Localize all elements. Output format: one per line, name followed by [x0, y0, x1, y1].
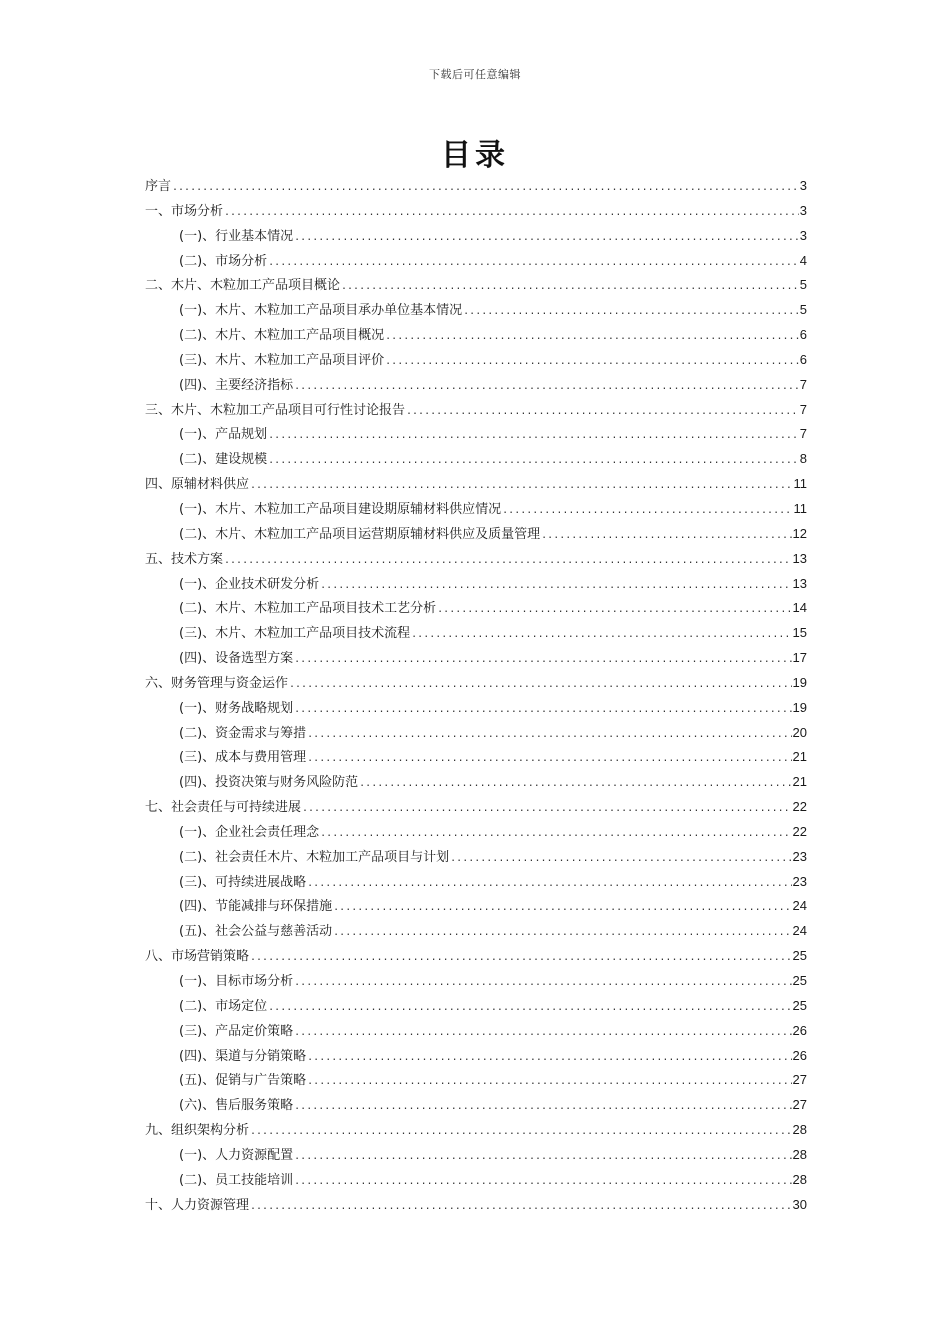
toc-entry-label: (二)、木片、木粒加工产品项目概况 — [179, 328, 385, 344]
toc-entry[interactable] — [145, 870, 807, 895]
toc-dot-leader — [294, 375, 799, 398]
toc-dot-leader — [268, 424, 799, 447]
toc-entry[interactable] — [145, 249, 807, 274]
toc-dot-leader — [294, 1145, 791, 1168]
toc-dot-leader — [333, 896, 791, 919]
toc-page-number: 11 — [793, 476, 807, 492]
toc-dot-leader — [250, 1120, 792, 1143]
toc-entry-label: 序言 — [145, 179, 172, 194]
toc-entry-label: 一、市场分析 — [145, 203, 224, 219]
toc-entry[interactable] — [145, 820, 807, 845]
toc-entry-label: (三)、成本与费用管理 — [179, 750, 307, 766]
toc-entry-label: (一)、产品规划 — [179, 427, 268, 443]
toc-page-number: 28 — [792, 1146, 807, 1162]
toc-title: 目录 — [441, 138, 509, 173]
toc-entry-label: (三)、产品定价策略 — [179, 1023, 294, 1039]
toc-dot-leader — [268, 449, 799, 472]
toc-dot-leader — [541, 524, 791, 547]
toc-page-number: 6 — [799, 351, 807, 367]
toc-entry[interactable] — [145, 795, 807, 820]
toc-entry[interactable] — [145, 770, 807, 795]
toc-dot-leader — [268, 996, 791, 1019]
toc-entry[interactable] — [145, 696, 807, 721]
toc-entry-label: (六)、售后服务策略 — [179, 1098, 294, 1114]
toc-entry[interactable] — [145, 1143, 807, 1168]
toc-entry[interactable] — [145, 497, 807, 522]
toc-page-number: 23 — [792, 848, 807, 864]
table-of-contents — [145, 174, 807, 1217]
toc-page-number: 22 — [792, 799, 807, 815]
toc-entry[interactable] — [145, 969, 807, 994]
toc-entry-label: 七、社会责任与可持续进展 — [145, 800, 302, 816]
toc-entry[interactable] — [145, 199, 807, 224]
toc-entry[interactable] — [145, 1168, 807, 1193]
toc-entry[interactable] — [145, 472, 807, 497]
toc-entry-label: (二)、木片、木粒加工产品项目技术工艺分析 — [179, 601, 437, 617]
toc-entry[interactable] — [145, 621, 807, 646]
toc-entry-label: (一)、人力资源配置 — [179, 1147, 294, 1163]
toc-dot-leader — [289, 673, 792, 696]
toc-entry[interactable] — [145, 919, 807, 944]
toc-dot-leader — [333, 921, 791, 944]
toc-entry[interactable] — [145, 447, 807, 472]
toc-page-number: 25 — [792, 948, 807, 964]
toc-entry[interactable] — [145, 721, 807, 746]
toc-entry[interactable] — [145, 646, 807, 671]
toc-page-number: 3 — [799, 178, 807, 193]
toc-entry-label: (一)、财务战略规划 — [179, 700, 294, 716]
toc-entry[interactable] — [145, 174, 807, 199]
toc-dot-leader — [294, 698, 791, 721]
toc-entry-label: (二)、员工技能培训 — [179, 1172, 294, 1188]
toc-entry-label: (二)、市场分析 — [179, 253, 268, 269]
toc-page-number: 21 — [792, 774, 807, 790]
toc-entry-label: (二)、社会责任木片、木粒加工产品项目与计划 — [179, 849, 450, 865]
toc-dot-leader — [450, 847, 791, 870]
toc-page-number: 13 — [792, 550, 807, 566]
toc-entry-label: 二、木片、木粒加工产品项目概论 — [145, 278, 341, 294]
toc-dot-leader — [172, 176, 799, 199]
toc-entry[interactable] — [145, 273, 807, 298]
toc-entry-label: (四)、渠道与分销策略 — [179, 1048, 307, 1064]
toc-page-number: 30 — [792, 1196, 807, 1212]
toc-entry-label: (四)、节能减排与环保措施 — [179, 899, 333, 915]
toc-entry-label: (一)、木片、木粒加工产品项目建设期原辅材料供应情况 — [179, 501, 502, 517]
toc-page-number: 5 — [799, 277, 807, 293]
toc-dot-leader — [250, 1195, 792, 1218]
toc-page-number: 25 — [792, 973, 807, 988]
toc-dot-leader — [385, 350, 799, 373]
toc-page-number: 7 — [799, 376, 807, 392]
toc-entry-label: 六、财务管理与资金运作 — [145, 675, 289, 691]
toc-dot-leader — [307, 723, 791, 746]
toc-entry[interactable] — [145, 1093, 807, 1118]
toc-entry-label: (二)、木片、木粒加工产品项目运营期原辅材料供应及质量管理 — [179, 526, 541, 542]
toc-page-number: 20 — [792, 724, 807, 740]
toc-entry-label: (一)、企业技术研发分析 — [179, 576, 320, 592]
toc-page-number: 19 — [792, 699, 807, 715]
toc-entry[interactable] — [145, 596, 807, 621]
toc-page-number: 14 — [792, 600, 807, 616]
toc-page-number: 11 — [793, 500, 807, 516]
toc-entry-label: 四、原辅材料供应 — [145, 477, 250, 493]
toc-entry[interactable] — [145, 671, 807, 696]
toc-dot-leader — [307, 1070, 791, 1093]
toc-entry[interactable] — [145, 373, 807, 398]
toc-entry-label: (一)、企业社会责任理念 — [179, 824, 320, 840]
toc-dot-leader — [307, 747, 791, 770]
toc-dot-leader — [224, 549, 792, 572]
toc-entry-label: (五)、社会公益与慈善活动 — [179, 924, 333, 940]
toc-page-number: 12 — [792, 525, 807, 541]
toc-entry[interactable] — [145, 298, 807, 323]
toc-dot-leader — [320, 574, 791, 597]
page-header-note: 下载后可任意编辑 — [429, 68, 521, 81]
toc-entry[interactable] — [145, 422, 807, 447]
toc-entry[interactable] — [145, 522, 807, 547]
toc-page-number: 27 — [792, 1072, 807, 1088]
toc-page-number: 24 — [792, 898, 807, 914]
toc-page-number: 26 — [792, 1047, 807, 1063]
toc-dot-leader — [294, 1095, 791, 1118]
toc-entry[interactable] — [145, 1019, 807, 1044]
toc-entry[interactable] — [145, 944, 807, 969]
toc-page-number: 28 — [792, 1122, 807, 1138]
toc-page-number: 25 — [792, 997, 807, 1013]
toc-entry-label: 九、组织架构分析 — [145, 1123, 250, 1139]
toc-page-number: 17 — [792, 650, 807, 666]
toc-entry-label: (三)、木片、木粒加工产品项目技术流程 — [179, 626, 411, 642]
toc-page-number: 21 — [792, 749, 807, 765]
toc-entry-label: (一)、行业基本情况 — [179, 228, 294, 244]
toc-entry-label: (二)、市场定位 — [179, 998, 268, 1014]
toc-page-number: 23 — [792, 873, 807, 889]
toc-entry[interactable] — [145, 1193, 807, 1218]
toc-dot-leader — [359, 772, 791, 795]
toc-dot-leader — [502, 499, 792, 522]
toc-dot-leader — [224, 201, 799, 224]
toc-entry[interactable] — [145, 845, 807, 870]
toc-dot-leader — [411, 623, 791, 646]
toc-entry-label: 八、市场营销策略 — [145, 949, 250, 965]
toc-entry-label: (二)、资金需求与筹措 — [179, 725, 307, 741]
toc-entry[interactable] — [145, 224, 807, 249]
toc-page-number: 4 — [799, 252, 807, 268]
toc-entry[interactable] — [145, 398, 807, 423]
toc-entry[interactable] — [145, 1044, 807, 1069]
toc-entry-label: 十、人力资源管理 — [145, 1197, 250, 1213]
toc-dot-leader — [302, 797, 792, 820]
toc-dot-leader — [250, 474, 792, 497]
toc-dot-leader — [268, 251, 799, 274]
toc-page-number: 5 — [799, 302, 807, 318]
toc-page-number: 3 — [799, 202, 807, 218]
toc-entry-label: (三)、可持续进展战略 — [179, 874, 307, 890]
toc-entry[interactable] — [145, 894, 807, 919]
toc-page-number: 13 — [792, 575, 807, 591]
toc-page-number: 27 — [792, 1097, 807, 1113]
toc-dot-leader — [385, 325, 799, 348]
toc-dot-leader — [294, 648, 791, 671]
toc-dot-leader — [341, 275, 799, 298]
toc-entry[interactable] — [145, 572, 807, 597]
toc-entry[interactable] — [145, 745, 807, 770]
toc-dot-leader — [307, 872, 791, 895]
toc-entry-label: 三、木片、木粒加工产品项目可行性讨论报告 — [145, 402, 406, 418]
toc-dot-leader — [294, 226, 799, 249]
toc-entry[interactable] — [145, 1118, 807, 1143]
toc-dot-leader — [294, 1170, 791, 1193]
toc-page-number: 22 — [792, 823, 807, 839]
toc-entry[interactable] — [145, 547, 807, 572]
toc-dot-leader — [406, 400, 799, 423]
toc-entry-label: (四)、投资决策与财务风险防范 — [179, 775, 359, 791]
toc-dot-leader — [294, 971, 791, 994]
toc-dot-leader — [307, 1046, 791, 1069]
toc-entry[interactable] — [145, 994, 807, 1019]
toc-entry-label: (一)、木片、木粒加工产品项目承办单位基本情况 — [179, 303, 463, 319]
toc-page-number: 8 — [799, 451, 807, 467]
toc-page-number: 28 — [792, 1171, 807, 1187]
toc-dot-leader — [437, 598, 791, 621]
toc-page-number: 7 — [799, 426, 807, 442]
toc-dot-leader — [463, 300, 799, 323]
toc-entry-label: (一)、目标市场分析 — [179, 974, 294, 989]
toc-entry[interactable] — [145, 323, 807, 348]
toc-page-number: 7 — [799, 401, 807, 417]
toc-page-number: 15 — [792, 625, 807, 641]
toc-dot-leader — [294, 1021, 791, 1044]
toc-page-number: 3 — [799, 227, 807, 243]
toc-entry-label: (四)、设备选型方案 — [179, 651, 294, 667]
toc-entry[interactable] — [145, 348, 807, 373]
toc-page-number: 6 — [799, 327, 807, 343]
toc-page-number: 26 — [792, 1022, 807, 1038]
toc-dot-leader — [320, 822, 791, 845]
toc-entry-label: (二)、建设规模 — [179, 452, 268, 468]
toc-page-number: 19 — [792, 674, 807, 690]
toc-entry-label: (五)、促销与广告策略 — [179, 1073, 307, 1089]
toc-entry-label: (三)、木片、木粒加工产品项目评价 — [179, 352, 385, 368]
toc-dot-leader — [250, 946, 792, 969]
toc-entry[interactable] — [145, 1068, 807, 1093]
toc-entry-label: 五、技术方案 — [145, 551, 224, 567]
toc-entry-label: (四)、主要经济指标 — [179, 377, 294, 393]
toc-page-number: 24 — [792, 923, 807, 939]
